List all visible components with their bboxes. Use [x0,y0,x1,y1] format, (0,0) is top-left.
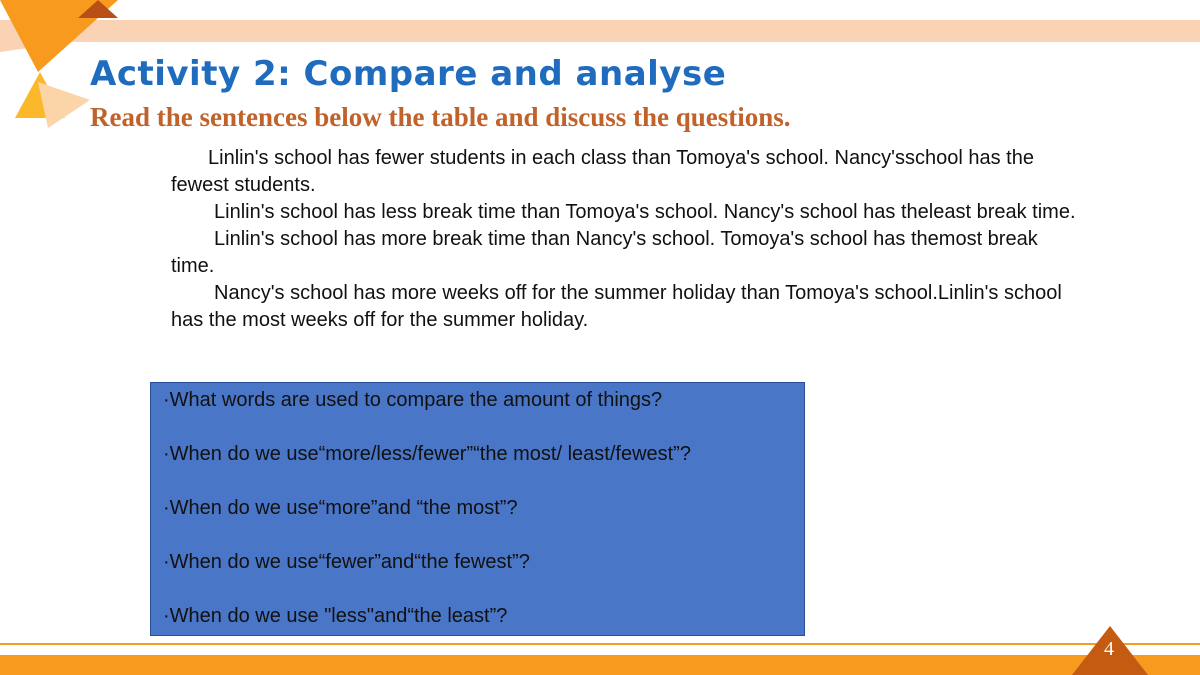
slide-title: Activity 2: Compare and analyse [90,54,727,94]
question-item: ·What words are used to compare the amount of things? [163,389,663,411]
question-item: ·When do we use“fewer”and“the fewest”? [163,551,530,573]
corner-triangle-light [38,82,90,128]
sentence-more-break: Linlin's school has more break time than Nancy's school. Tomoya's school has themost break time. [171,228,1038,277]
sentence-summer-holiday: Nancy's school has more weeks off for the summer holiday than Tomoya's school.Linlin's school has the most weeks off for the summer holiday. [171,282,1062,331]
questions-box [150,382,805,636]
page-number: 4 [1104,638,1114,660]
slide-subtitle: Read the sentences below the table and discuss the questions. [90,102,791,132]
question-item: ·When do we use“more”and “the most”? [163,497,518,519]
sentence-less-break: Linlin's school has less break time than Tomoya's school. Nancy's school has theleast break time. [214,201,1076,223]
bottom-thin-line [0,643,1200,645]
top-band [0,20,1200,52]
bottom-band [0,655,1200,675]
question-item: ·When do we use“more/less/fewer”“the most/ least/fewest”? [163,443,691,465]
sentence-students: Linlin's school has fewer students in each class than Tomoya's school. Nancy'sschool has the fewest students. [171,147,1034,196]
comparison-sentences [171,145,1081,334]
question-item: ·When do we use "less"and“the least”? [163,605,508,627]
